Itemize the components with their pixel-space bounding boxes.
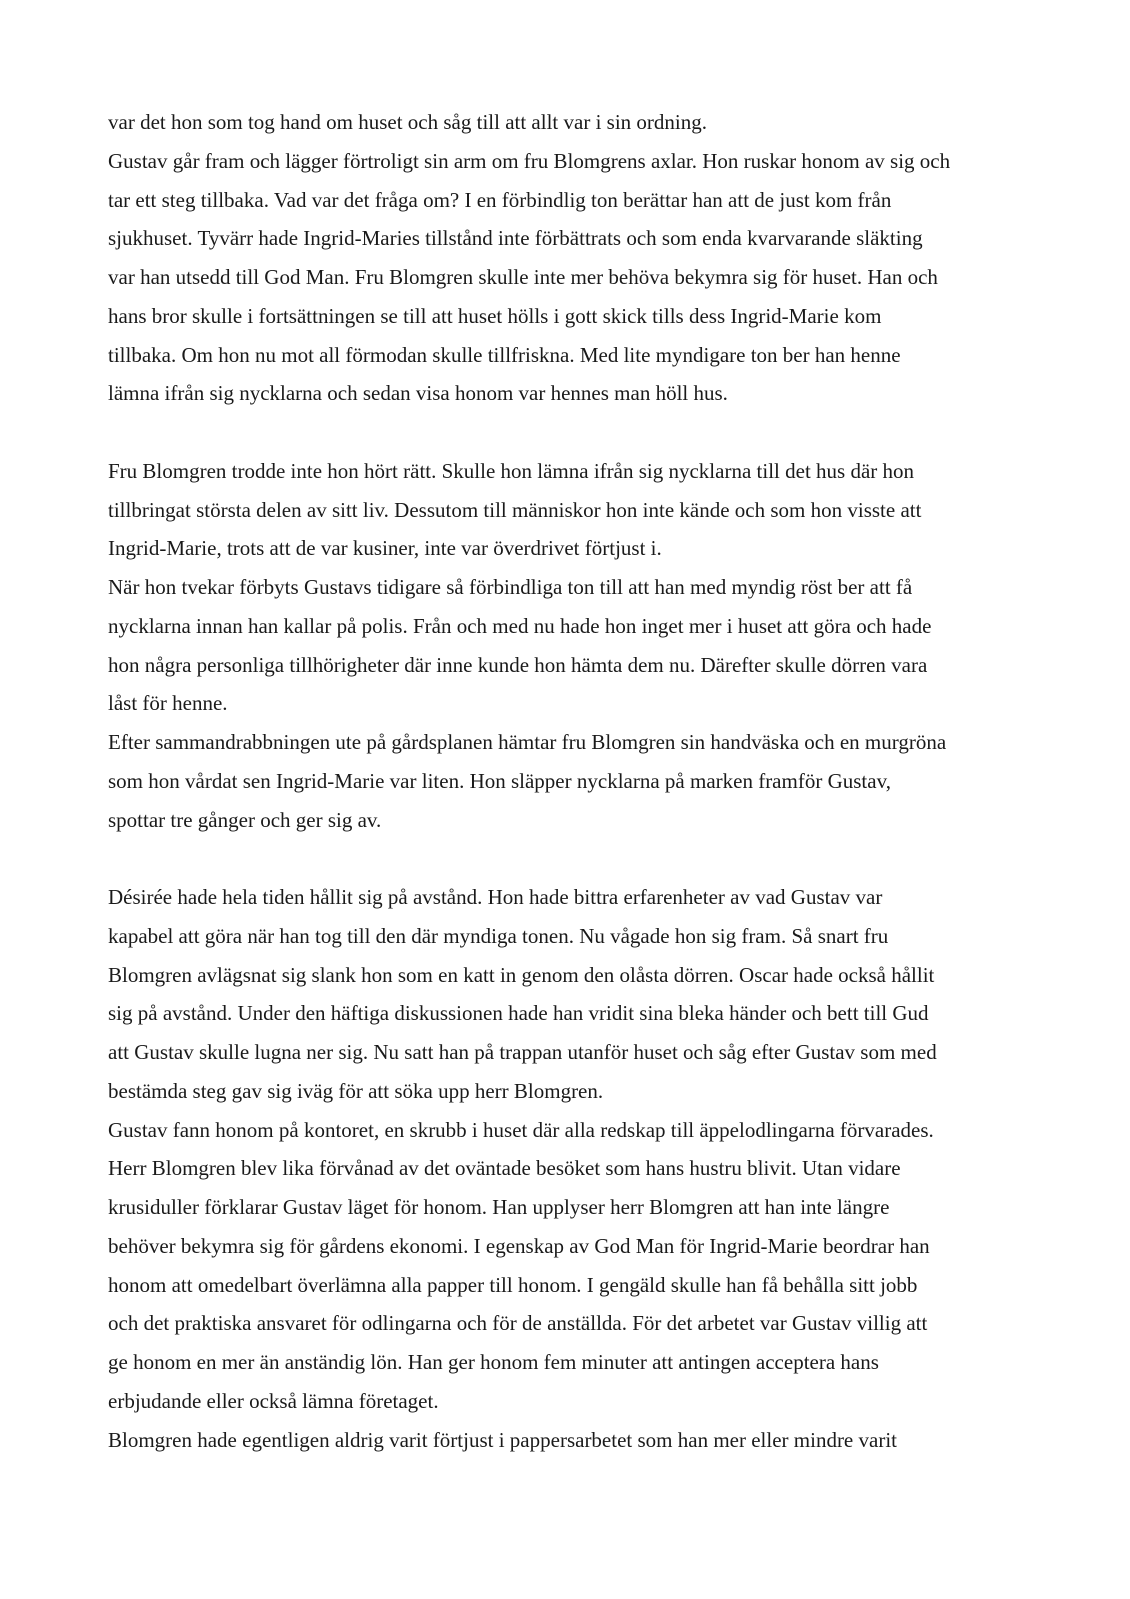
body-text (108, 103, 1028, 1459)
paragraph: var det hon som tog hand om huset och såg till att allt var i sin ordning. (108, 110, 707, 134)
paragraph: Désirée hade hela tiden hållit sig på avstånd. Hon hade bittra erfarenheter av vad Gustav var kapabel att göra när han tog till den där myndiga tonen. Nu vågade hon sig fram. Så snart fru Blomgren avlägsnat sig slank hon som en katt in genom den olåsta dörren. Oscar hade också hållit sig på avstånd. Under den häftiga diskussionen hade han vridit sina bleka händer och bett till Gud att Gustav skulle lugna ner sig. Nu satt han på trappan utanför huset och såg efter Gustav som med bestämda steg gav sig iväg för att söka upp herr Blomgren. (108, 885, 937, 1103)
paragraph: Gustav fann honom på kontoret, en skrubb i huset där alla redskap till äppelodlingarna förvarades. Herr Blomgren blev lika förvånad av det oväntade besöket som hans hustru blivit. Utan vidare krusiduller förklarar Gustav läget för honom. Han upplyser herr Blomgren att han inte längre behöver bekymra sig för gårdens ekonomi. I egenskap av God Man för Ingrid-Marie beordrar han honom att omedelbart överlämna alla papper till honom. I gengäld skulle han få behålla sitt jobb och det praktiska ansvaret för odlingarna och för de anställda. För det arbetet var Gustav villig att ge honom en mer än anständig lön. Han ger honom fem minuter att antingen acceptera hans erbjudande eller också lämna företaget. (108, 1117, 934, 1413)
paragraph: När hon tvekar förbyts Gustavs tidigare så förbindliga ton till att han med myndig röst ber att få nycklarna innan han kallar på polis. Från och med nu hade hon inget mer i huset att göra och hade hon några personliga tillhörigheter där inne kunde hon hämta dem nu. Därefter skulle dörren vara låst för henne. (108, 575, 932, 716)
paragraph: Efter sammandrabbningen ute på gårdsplanen hämtar fru Blomgren sin handväska och en murgröna som hon vårdat sen Ingrid-Marie var liten. Hon släpper nycklarna på marken framför Gustav, spottar tre gånger och ger sig av. (108, 730, 947, 832)
paragraph: Blomgren hade egentligen aldrig varit förtjust i pappersarbetet som han mer eller mindre varit (108, 1427, 897, 1452)
paragraph: Fru Blomgren trodde inte hon hört rätt. Skulle hon lämna ifrån sig nycklarna till det hus där hon tillbringat största delen av sitt liv. Dessutom till människor hon inte kände och som hon visste att Ingrid-Marie, trots att de var kusiner, inte var överdrivet förtjust i. (108, 458, 922, 561)
paragraph: Gustav går fram och lägger förtroligt sin arm om fru Blomgrens axlar. Hon ruskar honom av sig och tar ett steg tillbaka. Vad var det fråga om? I en förbindlig ton berättar han att de just kom från sjukhuset. Tyvärr hade Ingrid-Maries tillstånd inte förbättrats och som enda kvarvarande släkting var han utsedd till God Man. Fru Blomgren skulle inte mer behöva bekymra sig för huset. Han och hans bror skulle i fortsättningen se till att huset hölls i gott skick tills dess Ingrid-Marie kom tillbaka. Om hon nu mot all förmodan skulle tillfriskna. Med lite myndigare ton ber han henne lämna ifrån sig nycklarna och sedan visa honom var hennes man höll hus. (108, 148, 951, 406)
